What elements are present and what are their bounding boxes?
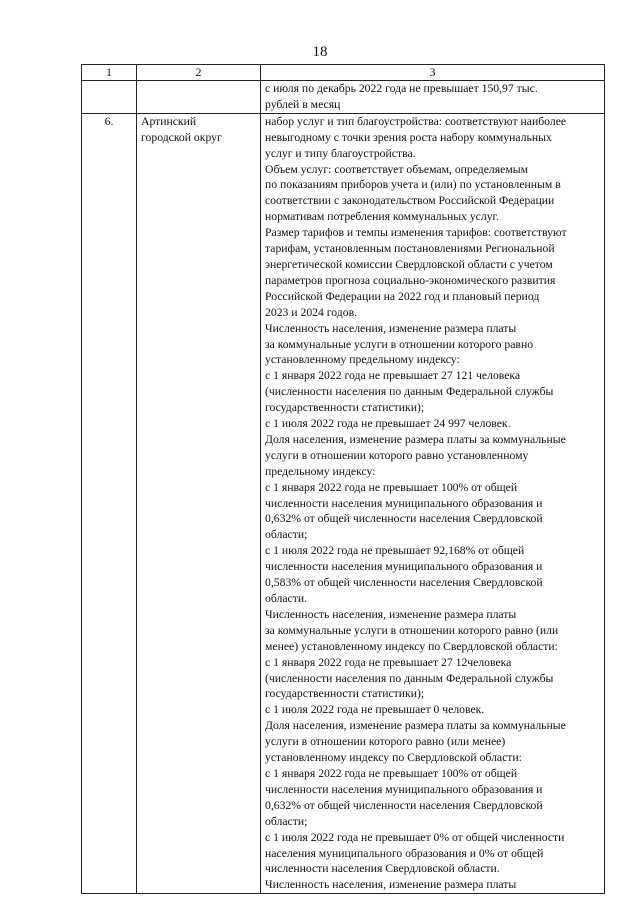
text-line: с 1 января 2022 года не превышает 100% от общей — [265, 480, 518, 494]
text-line: энергетической комиссии Свердловской области с учетом — [265, 257, 553, 271]
table-row-6 — [82, 113, 605, 893]
text-line: Российской Федерации на 2022 год и плановый период — [265, 289, 540, 303]
text-line: населения муниципального образования и 0% от общей — [265, 846, 544, 860]
text-line: 0,632% от общей численности населения Свердловской — [265, 512, 543, 526]
column-header-2: 2 — [137, 65, 261, 81]
text-line: численности населения муниципального образования и — [265, 560, 543, 574]
text-line: государственности статистики); — [265, 687, 425, 701]
content-cell — [261, 113, 605, 893]
text-line: Размер тарифов и темпы изменения тарифов: соответствуют — [265, 226, 567, 240]
text-line: с 1 января 2022 года не превышает 100% от общей — [265, 766, 518, 780]
text-line: 0,632% от общей численности населения Свердловской — [265, 798, 543, 812]
text-line: с 1 июля 2022 года не превышает 92,168% от общей — [265, 544, 525, 558]
table-header-row — [82, 65, 605, 81]
text-line: менее) установленному индексу по Свердловской области: — [265, 639, 558, 653]
text-line: 0,583% от общей численности населения Свердловской — [265, 576, 543, 590]
text-line: установленному индексу по Свердловской области: — [265, 751, 522, 765]
text-line: Численность населения, изменение размера платы — [265, 321, 517, 335]
text-line: области. — [265, 592, 307, 605]
column-header-1: 1 — [82, 65, 137, 81]
text-line: тарифам, установленным постановлениями Региональной — [265, 242, 555, 256]
text-line: параметров прогноза социально-экономического развития — [265, 273, 556, 287]
table-row-continued — [82, 81, 605, 114]
content-cell-continued — [261, 81, 605, 114]
municipality-cell — [137, 81, 261, 114]
text-line: 2023 и 2024 годов. — [265, 305, 358, 319]
text-line: набор услуг и тип благоустройства: соответствуют наиболее — [265, 114, 567, 128]
text-line: с 1 июля 2022 года не превышает 0 человек. — [265, 703, 485, 717]
text-line: (численности населения по данным Федеральной службы — [265, 385, 554, 399]
text-line: с 1 июля 2022 года не превышает 24 997 человек. — [265, 417, 511, 431]
document-table — [81, 64, 605, 894]
text-line: установленному предельному индексу: — [265, 353, 460, 367]
text-line: области; — [265, 814, 308, 828]
text-line: за коммунальные услуги в отношении которого равно — [265, 337, 534, 351]
text-line: численности населения Свердловской области. — [265, 862, 500, 876]
text-line: невыгодному с точки зрения роста набору коммунальных — [265, 130, 552, 144]
text-line: Численность населения, изменение размера платы — [265, 878, 517, 892]
text-line: области; — [265, 528, 308, 542]
text-line: рублей в месяц — [265, 97, 341, 111]
row-number-cell — [82, 81, 137, 114]
text-line: предельному индексу: — [265, 464, 376, 478]
municipality-name-line: Артинский — [141, 114, 197, 128]
municipality-cell — [137, 113, 261, 893]
text-line: численности населения муниципального образования и — [265, 782, 543, 796]
page-number: 18 — [312, 44, 328, 60]
text-line: Объем услуг: соответствует объемам, определяемым — [265, 162, 528, 176]
row-number-cell: 6. — [82, 113, 137, 893]
text-line: (численности населения по данным Федеральной службы — [265, 671, 554, 685]
text-line: Доля населения, изменение размера платы за коммунальные — [265, 432, 566, 446]
text-line: с 1 июля 2022 года не превышает 0% от общей численности — [265, 830, 565, 844]
text-line: государственности статистики); — [265, 401, 425, 415]
text-line: услуг и типу благоустройства. — [265, 146, 416, 160]
column-header-3: 3 — [261, 65, 605, 81]
text-line: услуги в отношении которого равно установленному — [265, 448, 529, 462]
text-line: Доля населения, изменение размера платы за коммунальные — [265, 719, 566, 733]
text-line: по показаниям приборов учета и (или) по установленным в — [265, 178, 561, 192]
text-line: нормативам потребления коммунальных услуг. — [265, 210, 499, 224]
text-line: соответствии с законодательством Российской Федерации — [265, 194, 555, 208]
text-line: с июля по декабрь 2022 года не превышает 150,97 тыс. — [265, 82, 538, 95]
text-line: с 1 января 2022 года не превышает 27 121 человека — [265, 369, 521, 383]
text-line: услуги в отношении которого равно (или менее) — [265, 735, 506, 749]
text-line: за коммунальные услуги в отношении которого равно (или — [265, 623, 559, 637]
text-line: Численность населения, изменение размера платы — [265, 607, 517, 621]
municipality-name-line: городской округ — [141, 130, 222, 144]
text-line: численности населения муниципального образования и — [265, 496, 543, 510]
text-line: с 1 января 2022 года не превышает 27 12человека — [265, 655, 512, 669]
